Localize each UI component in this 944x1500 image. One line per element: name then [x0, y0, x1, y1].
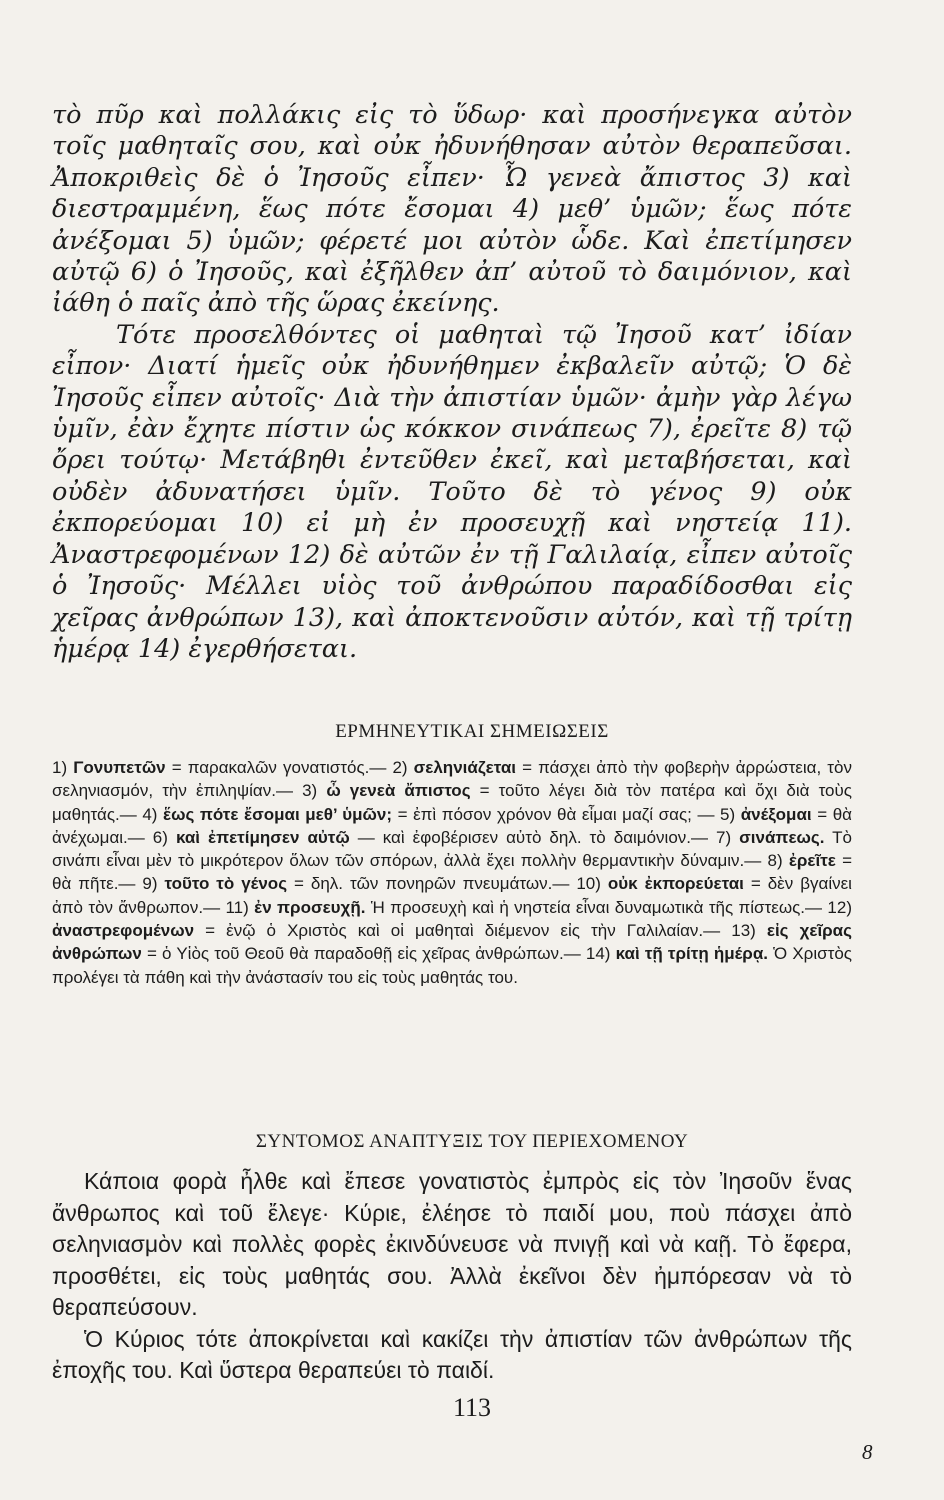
note-gloss: = θὰ πῆτε.—	[52, 851, 852, 894]
scripture-paragraph: Τότε προσελθόντες οἱ μαθηταὶ τῷ Ἰησοῦ κατ’ ἰδίαν εἶπον· Διατί ἡμεῖς οὐκ ἠδυνήθημεν ἐκβαλεῖν αὐτῷ; Ὁ δὲ Ἰησοῦς εἶπεν αὐτοῖς· Διὰ τὴν ἀπιστίαν ὑμῶν· ἀμὴν γὰρ λέγω ὑμῖν, ἐὰν ἔχητε πίστιν ὡς κόκκον σινάπεως 7), ἐρεῖτε 8) τῷ ὄρει τούτῳ· Μετάβηθι ἐντεῦθεν ἐκεῖ, καὶ μεταβήσεται, καὶ οὐδὲν ἀδυνατήσει ὑμῖν. Τοῦτο δὲ τὸ γένος 9) οὐκ ἐκπορεύομαι 10) εἰ μὴ ἐν προσευχῇ καὶ νηστείᾳ 11). Ἀναστρεφομένων 12) δὲ αὐτῶν ἐν τῇ Γαλιλαίᾳ, εἶπεν αὐτοῖς ὁ Ἰησοῦς· Μέλλει υἱὸς τοῦ ἀνθρώπου παραδίδοσθαι εἰς χεῖρας ἀνθρώπων 13), καὶ ἀποκτενοῦσιν αὐτόν, καὶ τῇ τρίτῃ ἡμέρᾳ 14) ἐγερθήσεται.	[52, 319, 852, 664]
note-number: 11)	[225, 897, 249, 917]
note-number: 6)	[152, 827, 168, 847]
note-gloss: = τοῦτο λέγει διὰ τὸν πατέρα καὶ ὄχι διὰ τοὺς μαθητάς.—	[52, 781, 852, 824]
note-gloss: = παρακαλῶν γονατιστός.—	[171, 758, 387, 777]
summary-paragraph: Κάποια φορὰ ἦλθε καὶ ἔπεσε γονατιστὸς ἐμπρὸς εἰς τὸν Ἰησοῦν ἕνας ἄνθρωπος καὶ τοῦ ἔλεγε· Κύριε, ἐλέησε τὸ παιδί μου, ποὺ πάσχει ἀπὸ σεληνιασμὸν καὶ πολλὲς φορὲς ἐκινδύνευσε νὰ πνιγῇ καὶ νὰ καῇ. Τὸ ἔφερα, προσθέτει, εἰς τοὺς μαθητάς σου. Ἀλλὰ ἐκεῖνοι δὲν ἠμπόρεσαν νὰ τὸ θεραπεύσουν.	[52, 1168, 852, 1320]
explanatory-notes	[52, 756, 852, 989]
note-number: 5)	[720, 804, 736, 824]
note-number: 9)	[142, 874, 158, 894]
note-gloss: = ὁ Υἱὸς τοῦ Θεοῦ θὰ παραδοθῇ εἰς χεῖρας ἀνθρώπων.—	[147, 944, 581, 964]
note-item	[153, 828, 716, 847]
notes-heading: ΕΡΜΗΝΕΥΤΙΚΑΙ ΣΗΜΕΙΩΣΕΙΣ	[335, 721, 609, 742]
note-term: καὶ ἐπετίμησεν αὐτῷ	[175, 827, 350, 847]
note-term: καὶ τῇ τρίτῃ ἡμέρᾳ.	[615, 944, 768, 964]
note-term: εἰς χεῖρας ἀνθρώπων	[52, 921, 852, 964]
note-gloss: = πάσχει ἀπὸ τὴν φοβερὴν ἀρρώστεια, τὸν σεληνιασμόν, τὴν ἐπιληψίαν.—	[52, 758, 852, 801]
note-item	[142, 805, 720, 824]
note-term: ἕως πότε ἔσομαι μεθ’ ὑμῶν;	[163, 804, 393, 824]
note-number: 10)	[576, 874, 601, 894]
note-number: 13)	[731, 921, 756, 941]
note-gloss: = ἐπὶ πόσον χρόνον θὰ εἶμαι μαζί σας; —	[397, 804, 715, 824]
note-term: ἐν προσευχῇ.	[254, 897, 366, 917]
note-term: ἀναστρεφομένων	[52, 921, 195, 941]
note-term: ἀνέξομαι	[740, 804, 812, 824]
note-gloss: = δηλ. τῶν πονηρῶν πνευμάτων.—	[293, 874, 570, 894]
note-number: 12)	[827, 897, 852, 917]
note-gloss: = θὰ ἀνέχωμαι.—	[52, 804, 852, 847]
note-item	[142, 874, 576, 893]
scripture-text	[52, 100, 852, 665]
note-gloss: Ἡ προσευχὴ καὶ ἡ νηστεία εἶναι δυναμωτικὰ τῆς πίστεως.—	[370, 897, 823, 917]
note-gloss: = ἐνῷ ὁ Χριστὸς καὶ οἱ μαθηταὶ διέμενον εἰς τὴν Γαλιλαίαν.—	[205, 921, 721, 941]
note-number: 2)	[392, 758, 408, 777]
note-number: 4)	[142, 804, 158, 824]
note-term: σινάπεως.	[739, 827, 825, 847]
note-term: σεληνιάζεται	[413, 758, 517, 777]
note-gloss: Τὸ σινάπι εἶναι μὲν τὸ μικρότερον ὅλων τῶν σπόρων, ἀλλὰ ἔχει πολλὴν θερμαντικὴν δύναμιν.—	[52, 827, 852, 871]
note-number: 8)	[767, 851, 783, 871]
note-term: Γονυπετῶν	[73, 758, 166, 777]
note-term: οὐκ ἐκπορεύεται	[607, 874, 744, 894]
note-term: τοῦτο τὸ γένος	[164, 874, 288, 894]
note-gloss: — καὶ ἐφοβέρισεν αὐτὸ δηλ. τὸ δαιμόνιον.—	[357, 827, 709, 847]
summary-heading: ΣΥΝΤΟΜΟΣ ΑΝΑΠΤΥΞΙΣ ΤΟΥ ΠΕΡΙΕΧΟΜΕΝΟΥ	[255, 1131, 689, 1152]
note-term: ἐρεῖτε	[788, 851, 836, 871]
note-item	[52, 758, 392, 777]
note-gloss: = δὲν βγαίνει ἀπὸ τὸν ἄνθρωπον.—	[52, 874, 852, 917]
page-number: 113	[452, 1393, 492, 1422]
note-term: ὦ γενεὰ ἄπιστος	[326, 781, 471, 801]
scripture-paragraph: τὸ πῦρ καὶ πολλάκις εἰς τὸ ὕδωρ· καὶ προσήνεγκα αὐτὸν τοῖς μαθηταῖς σου, καὶ οὐκ ἠδυνήθησαν αὐτὸν θεραπεῦσαι. Ἀποκριθεὶς δὲ ὁ Ἰησοῦς εἶπεν· Ὦ γενεὰ ἄπιστος 3) καὶ διεστραμμένη, ἕως πότε ἔσομαι 4) μεθ’ ὑμῶν; ἕως πότε ἀνέξομαι 5) ὑμῶν; φέρετέ μοι αὐτὸν ὧδε. Καὶ ἐπετίμησεν αὐτῷ 6) ὁ Ἰησοῦς, καὶ ἐξῆλθεν ἀπ’ αὐτοῦ τὸ δαιμόνιον, καὶ ἰάθη ὁ παῖς ἀπὸ τῆς ὥρας ἐκείνης.	[52, 100, 852, 319]
note-item	[225, 898, 827, 917]
note-number: 1)	[52, 758, 68, 777]
note-number: 7)	[716, 827, 732, 847]
printer-signature: 8	[862, 1440, 873, 1464]
note-number: 14)	[585, 944, 611, 964]
summary-paragraph: Ὁ Κύριος τότε ἀποκρίνεται καὶ κακίζει τὴν ἀπιστίαν τῶν ἀνθρώπων τῆς ἐποχῆς του. Καὶ ὕστερα θεραπεύει τὸ παιδί.	[52, 1325, 852, 1383]
summary-text	[52, 1166, 852, 1387]
note-number: 3)	[302, 781, 318, 801]
note-gloss: Ὁ Χριστὸς προλέγει τὰ πάθη καὶ τὴν ἀνάστασίν του εἰς τοὺς μαθητάς του.	[52, 944, 852, 987]
